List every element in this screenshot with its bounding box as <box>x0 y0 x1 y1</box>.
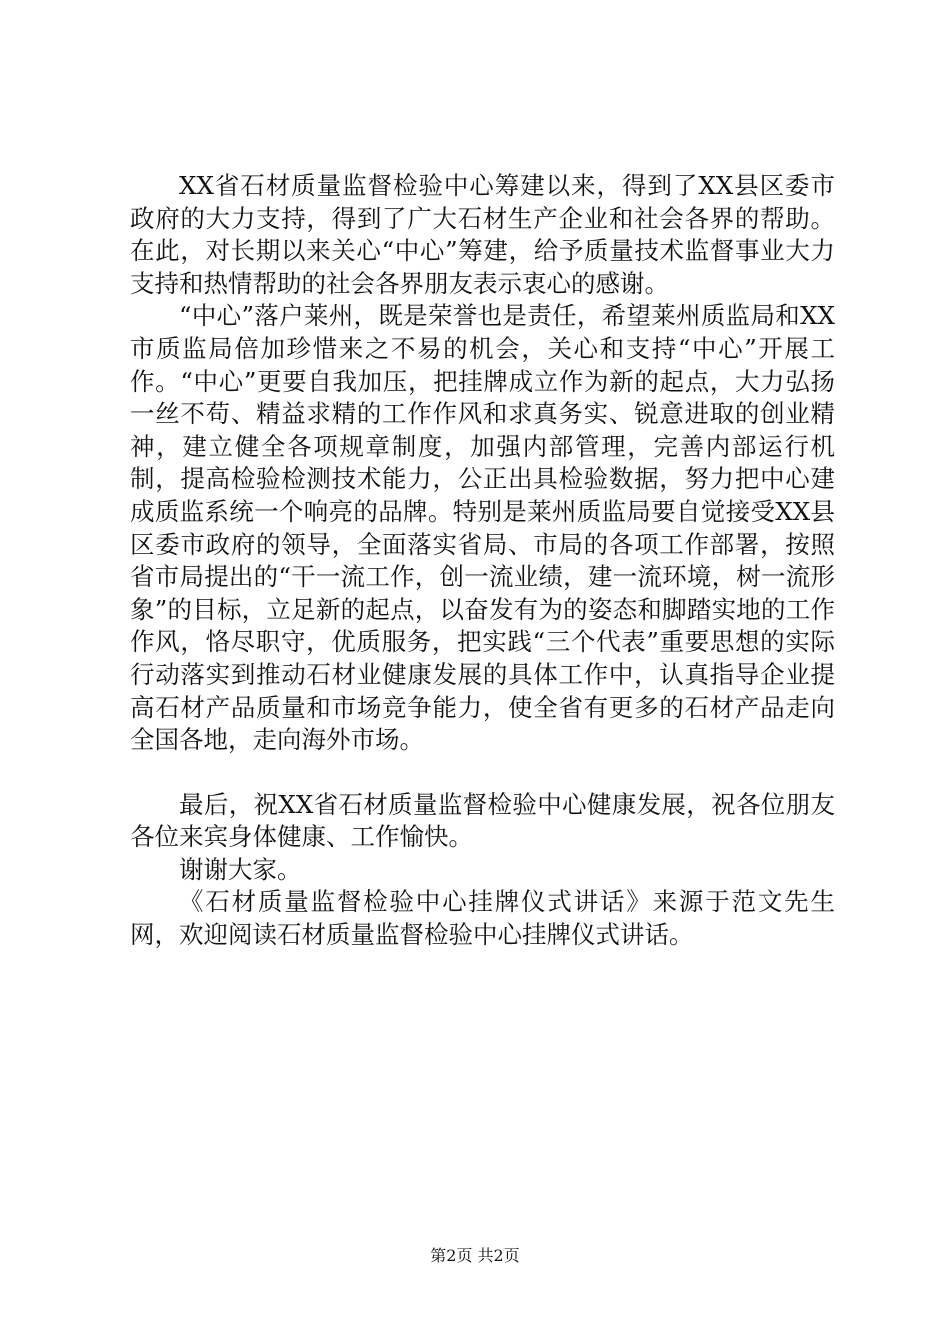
paragraph-thank-you: 谢谢大家。 <box>179 854 302 884</box>
paragraph-expectations: “中心”落户莱州，既是荣誉也是责任，希望莱州质监局和XX市质监局倍加珍惜来之不易的机会，关心和支持“中心”开展工作。“中心”更要自我加压，把挂牌成立作为新的起点，大力弘扬一丝不苟、精益求精的工作作风和求真务实、锐意进取的创业精神，建立健全各项规章制度，加强内部管理，完善内部运行机制，提高检验检测技术能力，公正出具检验数据，努力把中心建成质监系统一个响亮的品牌。特别是莱州质监局要自觉接受XX县区委市政府的领导，全面落实省局、市局的各项工作部署，按照省市局提出的“干一流工作，创一流业绩，建一流环境，树一流形象”的目标，立足新的起点，以奋发有为的姿态和脚踏实地的工作作风，恪尽职守，优质服务，把实践“三个代表”重要思想的实际行动落实到推动石材业健康发展的具体工作中，认真指导企业提高石材产品质量和市场竞争能力，使全省有更多的石材产品走向全国各地，走向海外市场。 <box>130 301 835 755</box>
document-body <box>130 170 835 952</box>
page-number: 第2页 共2页 <box>430 1246 520 1265</box>
paragraph-closing-wishes: 最后，祝XX省石材质量监督检验中心健康发展，祝各位朋友各位来宾身体健康、工作愉快。 <box>130 789 835 852</box>
paragraph-thanks: XX省石材质量监督检验中心筹建以来，得到了XX县区委市政府的大力支持，得到了广大石材生产企业和社会各界的帮助。在此，对长期以来关心“中心”筹建，给予质量技术监督事业大力支持和热情帮助的社会各界朋友表示衷心的感谢。 <box>130 171 835 298</box>
paragraph-source-note: 《石材质量监督检验中心挂牌仪式讲话》来源于范文先生网，欢迎阅读石材质量监督检验中心挂牌仪式讲话。 <box>130 887 835 950</box>
page-footer <box>0 1246 950 1266</box>
